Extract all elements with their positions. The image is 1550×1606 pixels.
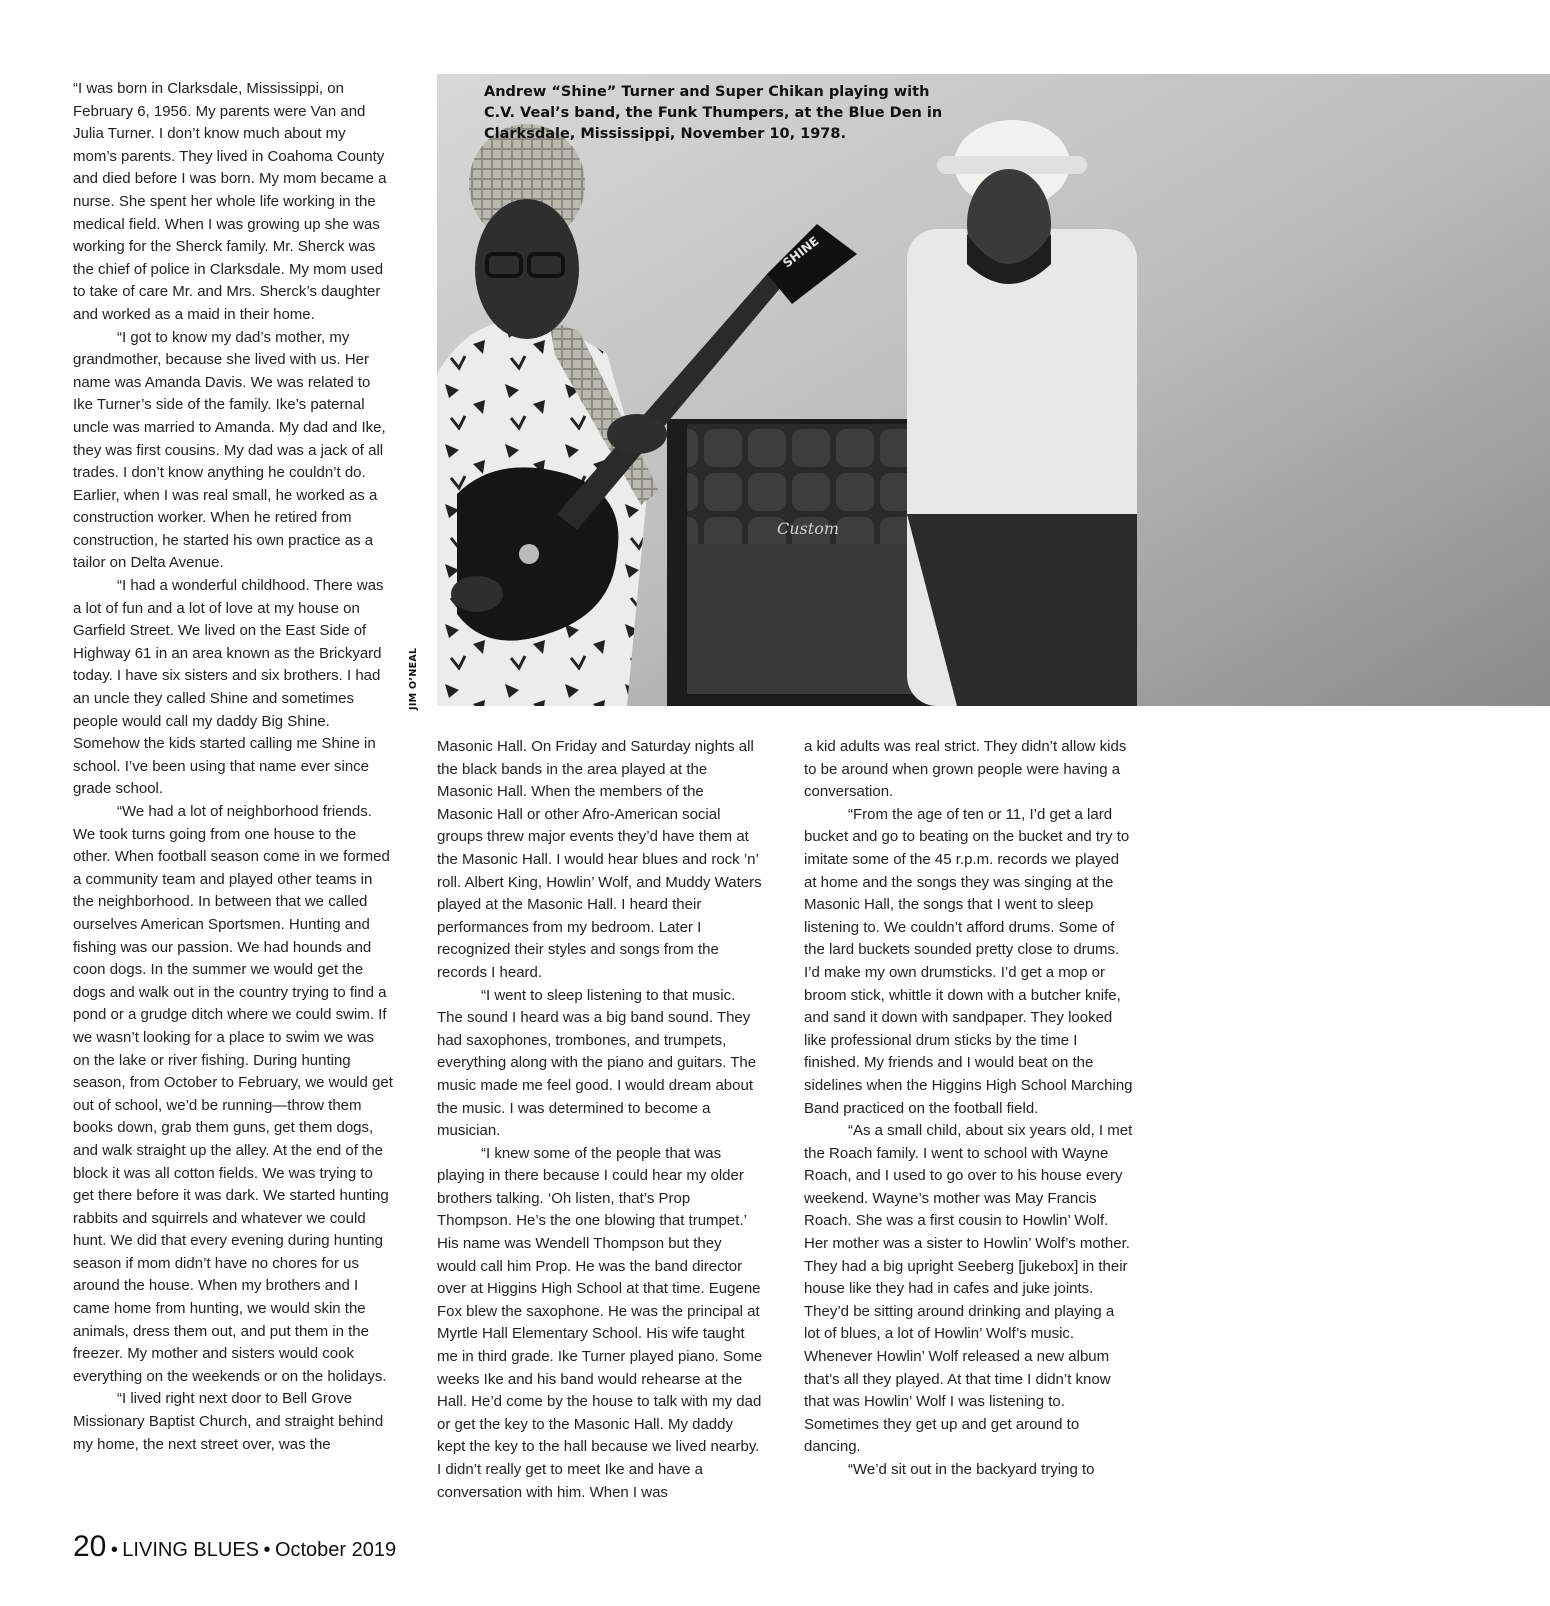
paragraph: Masonic Hall. On Friday and Saturday nights all the black bands in the area played at the Masonic Hall. When the members of the Masonic Hall or other Afro-American social groups threw major events they’d have them at the Masonic Hall. I would hear blues and rock ’n’ roll. Albert King, Howlin’ Wolf, and Muddy Waters played at the Masonic Hall. I heard their performances from my bedroom. Later I recognized their styles and songs from the records I heard. (437, 738, 762, 981)
paragraph: “I lived right next door to Bell Grove Missionary Baptist Church, and straight behind my home, the next street over, was the (73, 1390, 384, 1453)
paragraph: “From the age of ten or 11, I’d get a lard bucket and go to beating on the bucket and try to imitate some of the 45 r.p.m. records we played at home and the songs they was singing at the Masonic Hall, the songs that I went to sleep listening to. We couldn’t afford drums. Some of the lard buckets sounded pretty close to drums. I’d make my own drumsticks. I’d get a mop or broom stick, whittle it down with a butcher knife, and sand it down with sandpaper. They looked like professional drum sticks by the time I finished. My friends and I would beat on the sidelines when the Higgins High School Marching Band practiced on the football field. (804, 805, 1133, 1117)
paragraph: “We’d sit out in the backyard trying to (848, 1461, 1095, 1478)
paragraph: a kid adults was real strict. They didn’t allow kids to be around when grown people were having a conversation. (804, 738, 1127, 801)
paragraph: “We had a lot of neighborhood friends. We took turns going from one house to the other. When football season come in we formed a community team and played other teams in the neighborhood. In between that we called ourselves American Sportsmen. Hunting and fishing was our passion. We had hounds and coon dogs. In the summer we would get the dogs and walk out in the country trying to find a pond or a grudge ditch where we could swim. If we wasn’t looking for a place to swim we was on the lake or river fishing. During hunting season, from October to February, we would get out of school, we’d be running—throw them books down, grab them guns, get them dogs, and walk straight up the alley. At the end of the block it was all cotton fields. We was trying to get there before it was dark. We started hunting rabbits and squirrels and whatever we could hunt. We did that every evening during hunting season if mom didn’t have no chores for us around the house. When my brothers and I came home from hunting, we would skin the animals, dress them out, and put them in the freezer. My mother and sisters would cook everything on the weekends or on the holidays. (73, 803, 393, 1385)
paragraph: “As a small child, about six years old, I met the Roach family. I went to school with Wayne Roach, and I used to go over to his house every weekend. Wayne’s mother was May Francis Roach. She was a first cousin to Howlin’ Wolf. Her mother was a sister to Howlin’ Wolf’s mother. They had a big upright Seeberg [jukebox] in their house like they had in cafes and juke joints. They’d be sitting around drinking and playing a lot of blues, a lot of Howlin’ Wolf’s music. Whenever Howlin’ Wolf released a new album that’s all they played. At that time I didn’t know that was Howlin’ Wolf I was listening to. Sometimes they get up and get around to dancing. (804, 1122, 1133, 1456)
page-number: 20 (73, 1530, 107, 1563)
article-column-2 (437, 736, 763, 1501)
amp-logo: Custom (777, 519, 839, 538)
photograph (437, 74, 1550, 706)
photo-illustration (437, 74, 1550, 706)
paragraph: “I got to know my dad’s mother, my grandmother, because she lived with us. Her name was Amanda Davis. We was related to Ike Turner’s side of the family. Ike’s paternal uncle was married to Amanda. My dad and Ike, they was first cousins. My dad was a jack of all trades. I don’t know anything he couldn’t do. Earlier, when I was real small, he worked as a construction worker. When he retired from construction, he started his own practice as a tailor on Delta Avenue. (73, 328, 386, 572)
photo-credit: JIM O’NEAL (408, 647, 419, 710)
footer-separator: • (263, 1539, 271, 1561)
paragraph: “I was born in Clarksdale, Mississippi, on February 6, 1956. My parents were Van and Julia Turner. I don’t know much about my mom’s parents. They lived in Coahoma County and died before I was born. My mom became a nurse. She spent her whole life working in the medical field. When I was growing up she was working for the Sherck family. Mr. Sherck was the chief of police in Clarksdale. My mom used to take of care Mr. and Mrs. Sherck’s daughter and worked as a maid in their home. (73, 80, 387, 323)
paragraph: “I had a wonderful childhood. There was a lot of fun and a lot of love at my house on Garfield Street. We lived on the East Side of Highway 61 in an area known as the Brickyard today. I have six sisters and six brothers. I had an uncle they called Shine and sometimes people would call my daddy Big Shine. Somehow the kids started calling me Shine in school. I’ve been using that name ever since grade school. (73, 577, 384, 798)
issue-date: October 2019 (274, 1539, 397, 1561)
article-column-3 (804, 736, 1134, 1488)
magazine-name: LIVING BLUES (122, 1539, 260, 1561)
footer-separator: • (110, 1539, 118, 1561)
page-footer (73, 1530, 396, 1564)
paragraph: “I went to sleep listening to that music. The sound I heard was a big band sound. They had saxophones, trombones, and trumpets, everything along with the piano and guitars. The music made me feel good. I would dream about the music. I was determined to become a musician. (437, 986, 757, 1140)
paragraph: “I knew some of the people that was playing in there because I could hear my older brothers talking. ‘Oh listen, that’s Prop Thompson. He’s the one blowing that trumpet.’ His name was Wendell Thompson but they would call him Prop. He was the band director over at Higgins High School at that time. Eugene Fox blew the saxophone. He was the principal at Myrtle Hall Elementary School. His wife taught me in third grade. Ike Turner played piano. Some weeks Ike and his band would rehearse at the Hall. He’d come by the house to talk with my dad or get the key to the Masonic Hall. My daddy kept the key to the hall because we lived nearby. I didn’t really get to meet Ike and have a conversation with him. When I was (437, 1144, 763, 1501)
article-column-1 (73, 78, 393, 1488)
headstock-inlay: SHINE (780, 233, 822, 271)
photo-caption: Andrew “Shine” Turner and Super Chikan playing with C.V. Veal’s band, the Funk Thumpers, at the Blue Den in Clarksdale, Mississippi, November 10, 1978. (484, 84, 943, 142)
